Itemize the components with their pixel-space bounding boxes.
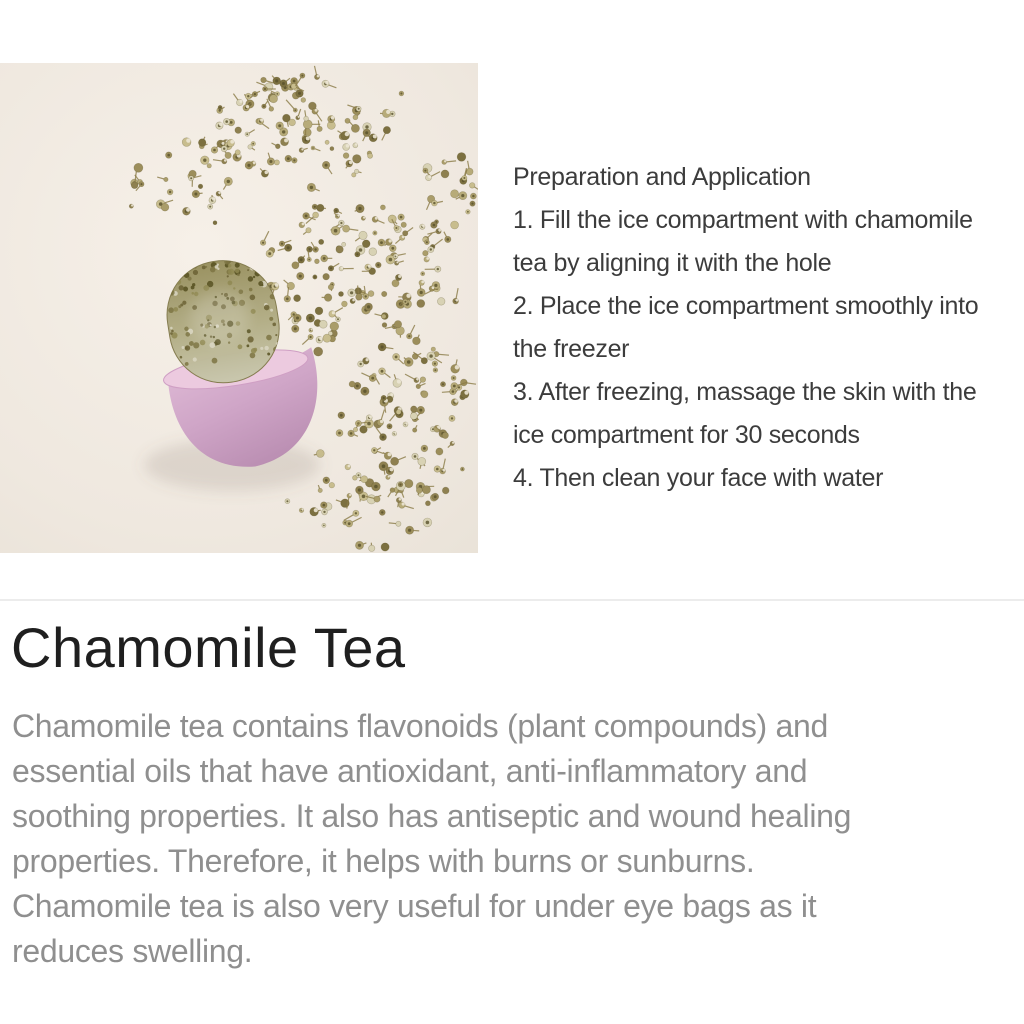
article-body-line: Chamomile tea is also very useful for under eye bags as it [12, 888, 817, 924]
instruction-line: 1. Fill the ice compartment with chamomile [513, 206, 973, 234]
ice-roller [146, 248, 329, 479]
article-title: Chamomile Tea [11, 616, 406, 679]
instruction-line: 2. Place the ice compartment smoothly into [513, 292, 979, 320]
instruction-line: the freezer [513, 335, 630, 363]
instructions-steps [513, 199, 1013, 500]
section-divider [0, 599, 1024, 601]
article-body-line: properties. Therefore, it helps with burns or sunburns. [12, 843, 755, 879]
article-body-line: reduces swelling. [12, 933, 253, 969]
instructions-title: Preparation and Application [513, 163, 811, 191]
instruction-line: ice compartment for 30 seconds [513, 421, 860, 449]
instruction-line: tea by aligning it with the hole [513, 249, 832, 277]
article-body-line: soothing properties. It also has antiseptic and wound healing [12, 798, 852, 834]
article-body-line: essential oils that have antioxidant, anti-inflammatory and [12, 753, 808, 789]
article-body-line: Chamomile tea contains flavonoids (plant compounds) and [12, 708, 828, 744]
instruction-line: 4. Then clean your face with water [513, 464, 884, 492]
article-body [12, 704, 851, 974]
product-photo [0, 63, 478, 553]
instruction-line: 3. After freezing, massage the skin with the [513, 378, 977, 406]
instructions-block [513, 156, 1013, 500]
chamomile-ice-roller-illustration [0, 63, 478, 553]
